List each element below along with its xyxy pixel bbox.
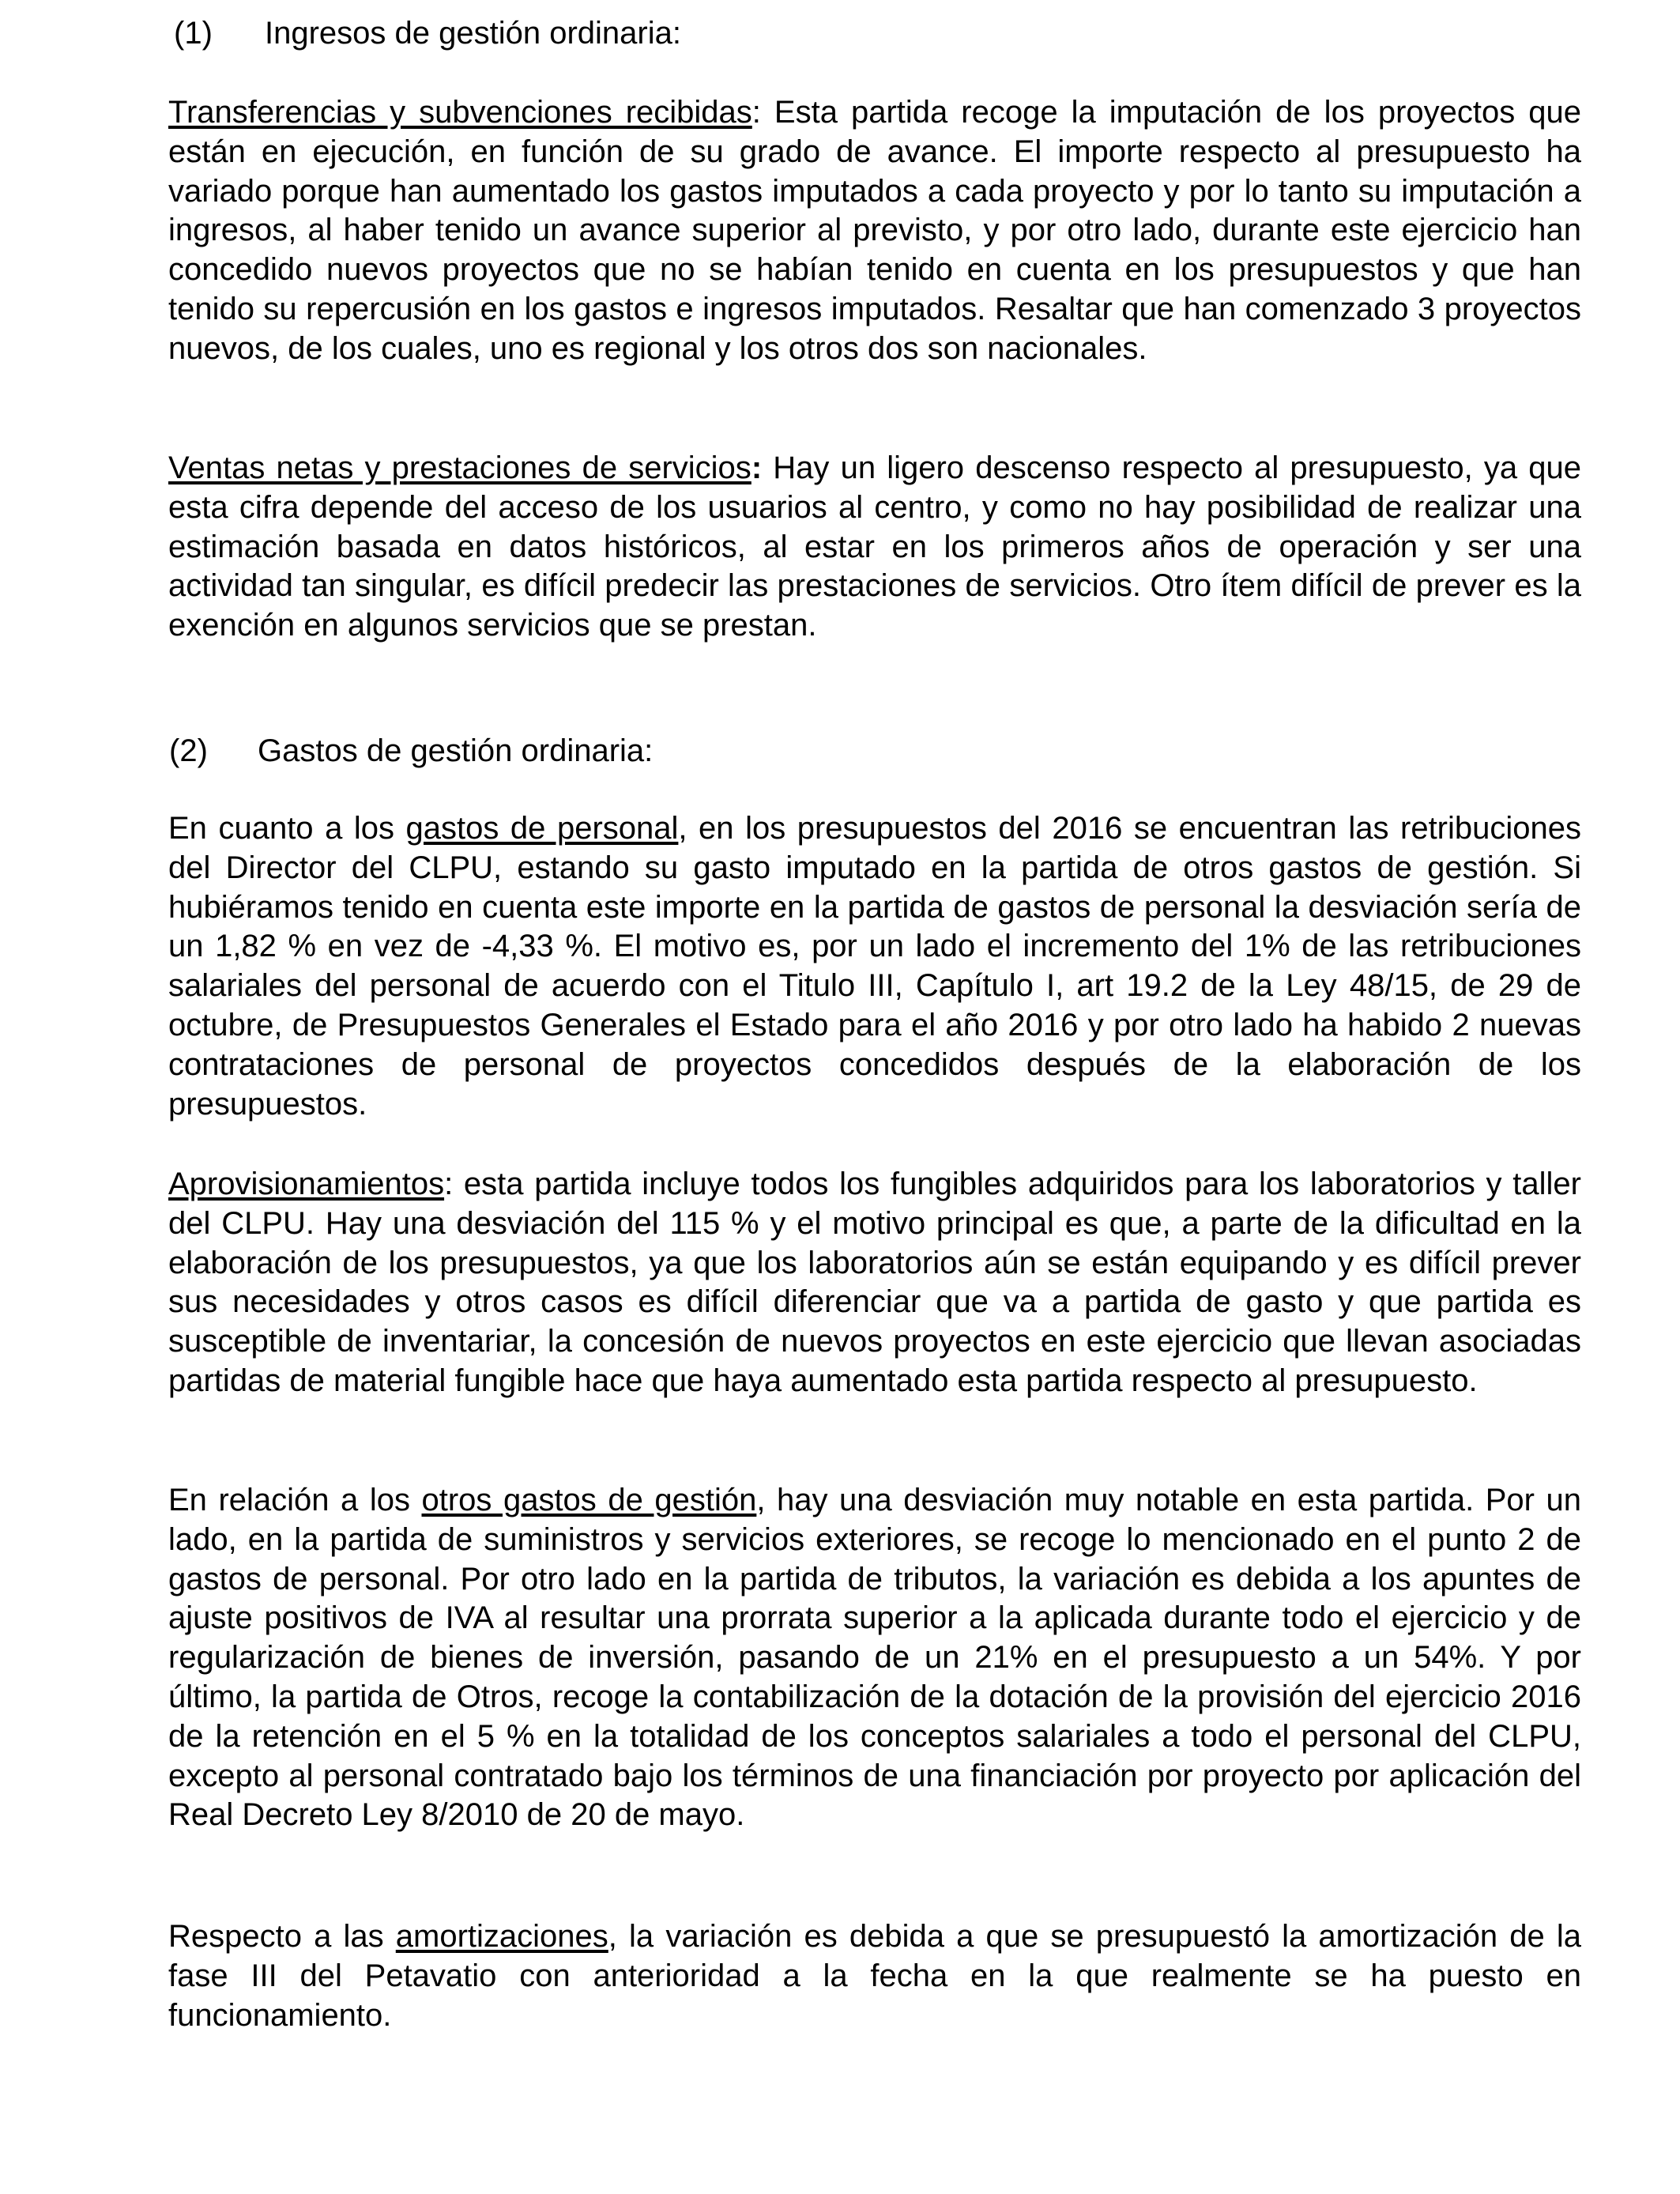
paragraph-text: , hay una desviación muy notable en esta partida. Por un lado, en la partida de suministros y servicios exteriores, se recoge lo mencionado en el punto 2 de gastos de personal. Por otro lado en la partida de tributos, la variación es debida a los apuntes de ajuste positivos de IVA al resultar una prorrata superior a la aplicada durante todo el ejercicio y de regularización de bienes de inversión, pasando de un 21% en el presupuesto a un 54%. Y por último, la partida de Otros, recoge la contabilización de la dotación de la provisión del ejercicio 2016 de la retención en el 5 % en la totalidad de los conceptos salariales a todo el personal del CLPU, excepto al personal contratado bajo los términos de una financiación por proyecto por aplicación del Real Decreto Ley 8/2010 de 20 de mayo. [168,1483,1582,1833]
paragraph-text: : esta partida incluye todos los fungibles adquiridos para los laboratorios y taller del CLPU. Hay una desviación del 115 % y el motivo principal es que, a parte de la dificultad en la elaboración de los presupuestos, ya que los laboratorios aún se están equipando y es difícil prever sus necesidades y otros casos es difícil diferenciar que va a partida de gasto y que partida es susceptible de inventariar, la concesión de nuevos proyectos en este ejercicio que llevan asociadas partidas de material fungible hace que haya aumentado esta partida respecto al presupuesto. [168,1167,1581,1398]
term-ventas: Ventas netas y prestaciones de servicios [168,450,751,485]
paragraph-otros-gastos [168,1481,1581,1835]
section-heading-gastos [169,731,653,771]
paragraph-lead: Respecto a las [168,1919,396,1954]
paragraph-text: , en los presupuestos del 2016 se encuentran las retribuciones del Director del CLPU, estando su gasto imputado en la partida de otros gastos de gestión. Si hubiéramos tenido en cuenta este importe en la partida de gastos de personal la desviación sería de un 1,82 % en vez de -4,33 %. El motivo es, por un lado el incremento del 1% de las retribuciones salariales del personal de acuerdo con el Titulo III, Capítulo I, art 19.2 de la Ley 48/15, de 29 de octubre, de Presupuestos Generales el Estado para el año 2016 y por otro lado ha habido 2 nuevas contrataciones de personal de proyectos concedidos después de la elaboración de los presupuestos. [168,811,1582,1122]
paragraph-amortizaciones [168,1917,1581,2035]
paragraph-lead: En relación a los [168,1483,422,1517]
paragraph-aprovisionamientos [168,1165,1581,1401]
paragraph-text: , la variación es debida a que se presupuestó la amortización de la fase III del Petavatio con anterioridad a la fecha en la que realmente se ha puesto en funcionamiento. [168,1919,1582,2033]
term-gastos-personal: gastos de personal [405,811,679,846]
paragraph-lead: En cuanto a los [168,811,406,846]
section-number: (1) [174,16,213,51]
term-otros-gastos: otros gastos de gestión [421,1483,757,1517]
paragraph-text: Esta partida recoge la imputación de los proyectos que están en ejecución, en función de su grado de avance. El importe respecto al presupuesto ha variado porque han aumentado los gastos imputados a cada proyecto y por lo tanto su imputación a ingresos, al haber tenido un avance superior al previsto, y por otro lado, durante este ejercicio han concedido nuevos proyectos que no se habían tenido en cuenta en los presupuestos y que han tenido su repercusión en los gastos e ingresos imputados. Resaltar que han comenzado 3 proyectos nuevos, de los cuales, uno es regional y los otros dos son nacionales. [168,95,1581,366]
term-punct: : [751,95,761,130]
paragraph-ventas [168,449,1581,646]
paragraph-text: Hay un ligero descenso respecto al presupuesto, ya que esta cifra depende del acceso de los usuarios al centro, y como no hay posibilidad de realizar una estimación basada en datos históricos, al estar en los primeros años de operación y ser una actividad tan singular, es difícil predecir las prestaciones de servicios. Otro ítem difícil de prever es la exención en algunos servicios que se prestan. [168,450,1581,643]
term-transferencias: Transferencias y subvenciones recibidas [168,95,752,130]
paragraph-gastos-personal [168,809,1581,1124]
section-title: Ingresos de gestión ordinaria: [265,16,681,51]
section-number: (2) [169,733,208,768]
term-amortizaciones: amortizaciones [395,1919,608,1954]
term-aprovisionamientos: Aprovisionamientos [168,1167,445,1201]
term-punct: : [751,450,763,485]
section-title: Gastos de gestión ordinaria: [258,733,654,768]
section-heading-ingresos [174,13,681,53]
paragraph-transferencias [168,93,1581,369]
